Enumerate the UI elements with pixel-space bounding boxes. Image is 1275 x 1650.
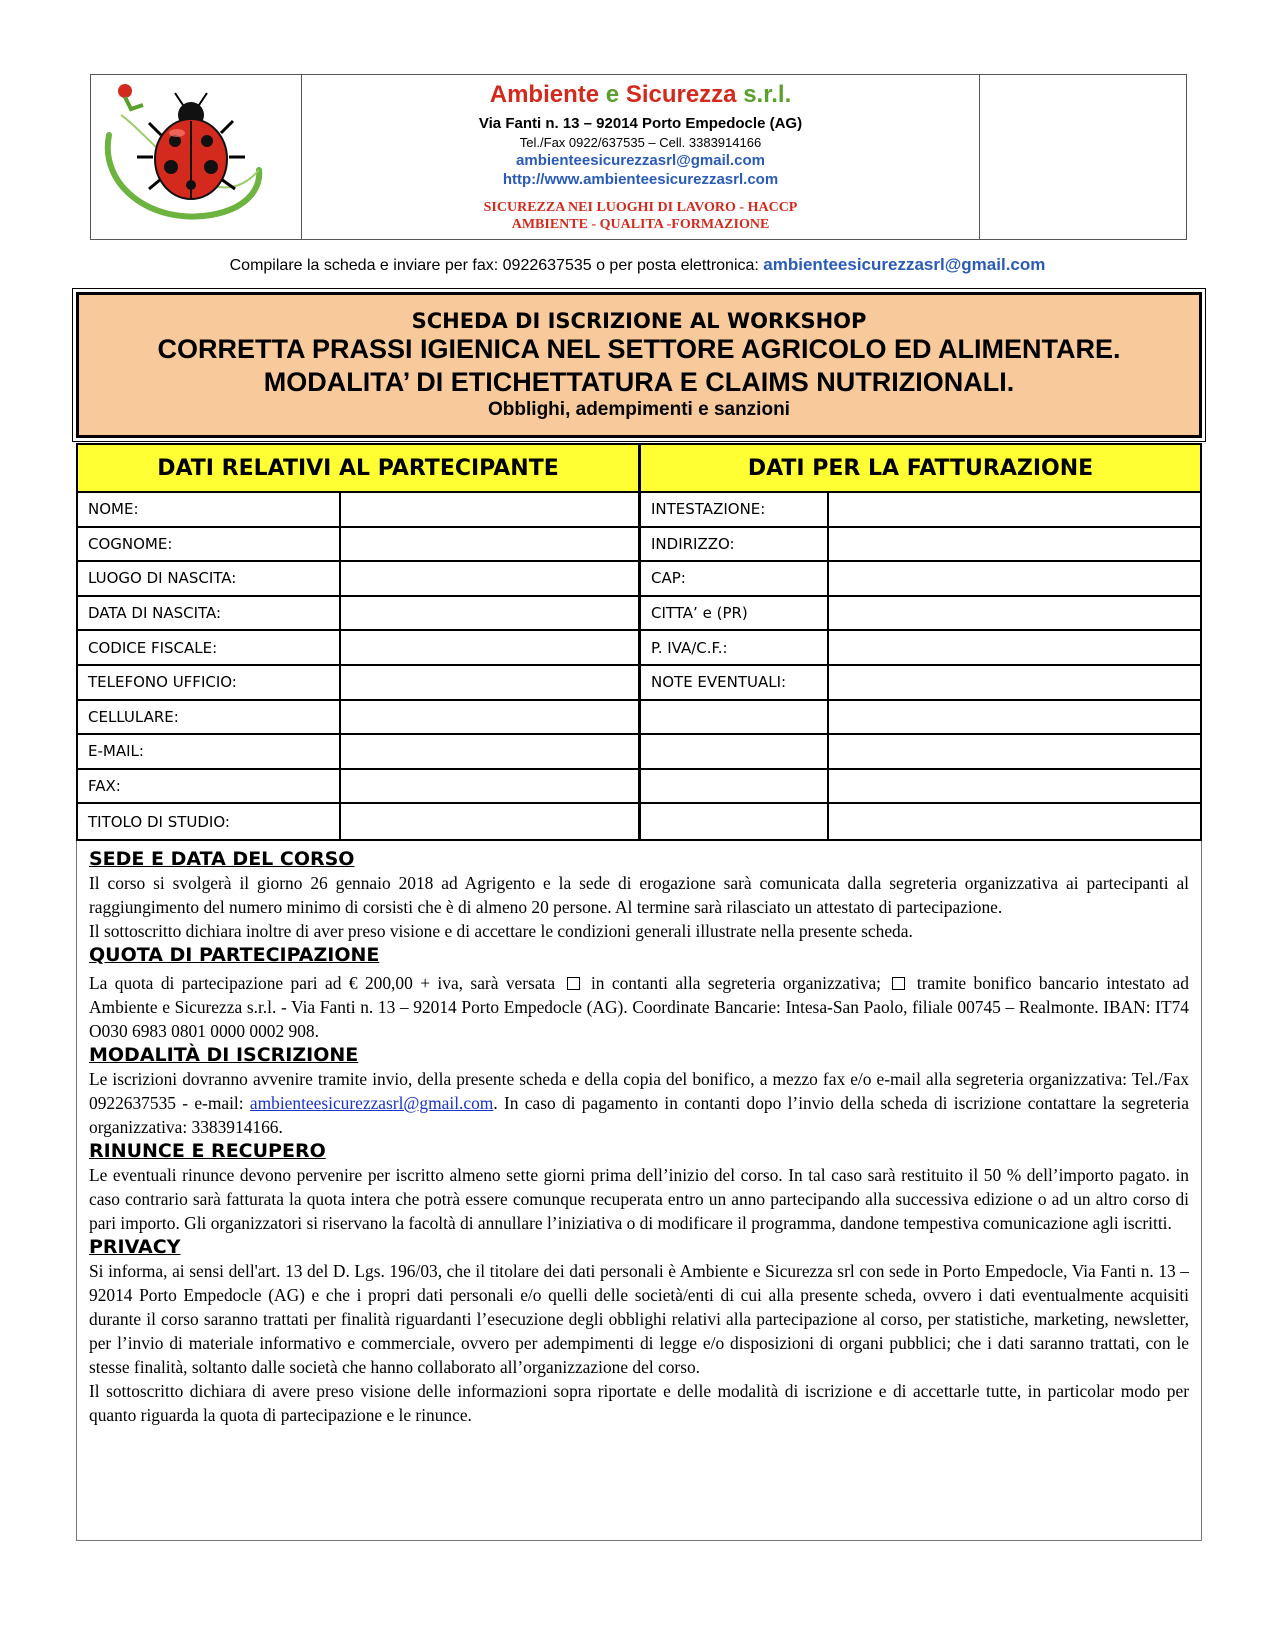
participant-field-input[interactable] [341, 735, 641, 768]
billing-field-label [641, 804, 829, 839]
bank-transfer-checkbox[interactable] [892, 977, 905, 990]
billing-field-input[interactable] [829, 701, 1200, 734]
section-title-quota: QUOTA DI PARTECIPAZIONE [89, 944, 380, 966]
section-title-sede: SEDE E DATA DEL CORSO [89, 848, 355, 870]
form-row [78, 735, 1200, 770]
participant-field-input[interactable] [341, 701, 641, 734]
company-info [302, 75, 980, 239]
workshop-title-line2: MODALITA’ DI ETICHETTATURA E CLAIMS NUTRIZIONALI. [263, 367, 1015, 397]
company-name: Ambiente e Sicurezza s.r.l. [489, 81, 792, 108]
form-title: SCHEDA DI ISCRIZIONE AL WORKSHOP [411, 309, 867, 333]
send-instructions: Compilare la scheda e inviare per fax: 0922637535 o per posta elettronica: ambienteesicurezzasrl@gmail.com [229, 255, 1046, 274]
company-website-link[interactable]: http://www.ambienteesicurezzasrl.com [502, 171, 779, 188]
form-row [78, 631, 1200, 666]
billing-field-label: INTESTAZIONE: [641, 493, 829, 526]
billing-field-input[interactable] [829, 804, 1200, 839]
form-row [78, 666, 1200, 701]
participant-field-input[interactable] [341, 666, 641, 699]
quota-paragraph: La quota di partecipazione pari ad € 200,00 + iva, sarà versata in contanti alla segreteria organizzativa; tramite bonifico bancario intestato ad Ambiente e Sicurezza s.r.l. - Via Fanti n. 13 – 92014 Porto Empedocle (AG). Coordinate Bancarie: Intesa-San Paolo, filiale 00745 – Realmonte. IBAN: IT74 O030 6983 0801 0000 0002 908. [89, 973, 1189, 1041]
billing-field-input[interactable] [829, 631, 1200, 664]
participant-field-label: LUOGO DI NASCITA: [78, 562, 341, 595]
empty-header-cell [980, 75, 1186, 239]
participant-field-label: FAX: [78, 770, 341, 803]
section-title-rinunce: RINUNCE E RECUPERO [89, 1140, 326, 1162]
billing-field-label [641, 770, 829, 803]
rinunce-paragraph: Le eventuali rinunce devono pervenire per iscritto almeno sette giorni prima dell’inizio del corso. In tal caso sarà restituito il 50 % dell’importo pagato. in caso contrario sarà fatturata la quota intera che potrà essere comunque recuperata entro un anno partecipando alla successiva edizione o ad un altro corso di pari importo. Gli organizzatori si riservano la facoltà di annullare l’iniziativa o di modificare il programma, dandone tempestiva comunicazione agli iscritti. [89, 1165, 1189, 1233]
form-row [78, 804, 1200, 839]
billing-field-input[interactable] [829, 666, 1200, 699]
participant-header: DATI RELATIVI AL PARTECIPANTE [78, 445, 641, 491]
billing-field-label: NOTE EVENTUALI: [641, 666, 829, 699]
participant-field-label: NOME: [78, 493, 341, 526]
company-phone: Tel./Fax 0922/637535 – Cell. 3383914166 [519, 135, 762, 150]
billing-field-label: CITTA’ e (PR) [641, 597, 829, 630]
form-row [78, 528, 1200, 563]
billing-field-input[interactable] [829, 597, 1200, 630]
registration-form-table [76, 443, 1202, 841]
participant-field-input[interactable] [341, 493, 641, 526]
billing-field-input[interactable] [829, 735, 1200, 768]
billing-field-input[interactable] [829, 493, 1200, 526]
billing-field-input[interactable] [829, 770, 1200, 803]
modalita-paragraph: Le iscrizioni dovranno avvenire tramite invio, della presente scheda e della copia del bonifico, a mezzo fax e/o e-mail alla segreteria organizzativa: Tel./Fax 0922637535 - e-mail: ambienteesicurezzasrl@gmail.com. In caso di pagamento in contanti dopo l’invio della scheda di iscrizione contattare la segreteria organizzativa: 3383914166. [89, 1069, 1189, 1137]
participant-field-input[interactable] [341, 770, 641, 803]
billing-field-input[interactable] [829, 562, 1200, 595]
billing-field-label: INDIRIZZO: [641, 528, 829, 561]
sede-declaration: Il sottoscritto dichiara inoltre di aver preso visione e di accettare le condizioni generali illustrate nella presente scheda. [89, 921, 913, 941]
send-email-link[interactable]: ambienteesicurezzasrl@gmail.com [763, 255, 1046, 274]
company-email-link[interactable]: ambienteesicurezzasrl@gmail.com [516, 152, 765, 169]
title-frame [72, 288, 1206, 442]
section-title-privacy: PRIVACY [89, 1236, 181, 1258]
billing-field-label [641, 735, 829, 768]
privacy-paragraph: Si informa, ai sensi dell'art. 13 del D. Lgs. 196/03, che il titolare dei dati personali è Ambiente e Sicurezza srl con sede in Porto Empedocle, Via Fanti n. 13 – 92014 Porto Empedocle (AG) e che i propri dati personali e/o quelli delle società/enti di cui alla presente scheda, ovvero i dati eventualmente acquisiti durante il corso saranno trattati per finalità riguardanti l’esecuzione degli obblighi relativi alla partecipazione al corso, per statistiche, marketing, newsletter, per l’invio di materiale informativo e commerciale, ovvero per adempimenti di legge e/o disposizioni di organi pubblici; che i dati saranno trattati, con le stesse finalità, soltanto dalle società che hanno collaborato all’organizzazione del corso. [89, 1261, 1189, 1377]
billing-header: DATI PER LA FATTURAZIONE [747, 455, 1094, 481]
workshop-subtitle: Obblighi, adempimenti e sanzioni [488, 399, 790, 420]
workshop-title-line1: CORRETTA PRASSI IGIENICA NEL SETTORE AGRICOLO ED ALIMENTARE. [157, 334, 1121, 364]
participant-field-label: COGNOME: [78, 528, 341, 561]
billing-field-input[interactable] [829, 528, 1200, 561]
form-rows [78, 493, 1200, 839]
sede-paragraph: Il corso si svolgerà il giorno 26 gennaio 2018 ad Agrigento e la sede di erogazione sarà comunicata dalla segreteria organizzativa ai partecipanti al raggiungimento del numero minimo di corsisti che è di almeno 20 persone. Al termine sarà rilasciato un attestato di partecipazione. [89, 873, 1189, 917]
billing-field-label: CAP: [641, 562, 829, 595]
participant-field-label: DATA DI NASCITA: [78, 597, 341, 630]
form-row [78, 770, 1200, 805]
participant-field-input[interactable] [341, 631, 641, 664]
participant-field-label: TELEFONO UFFICIO: [78, 666, 341, 699]
privacy-declaration: Il sottoscritto dichiara di avere preso visione delle informazioni sopra riportate e delle modalità di iscrizione e di accettarle tutte, in particolar modo per quanto riguarda la quota di partecipazione e le rinunce. [89, 1381, 1189, 1425]
letterhead [90, 74, 1187, 240]
company-address: Via Fanti n. 13 – 92014 Porto Empedocle (AG) [478, 115, 803, 132]
participant-field-input[interactable] [341, 562, 641, 595]
billing-field-label: P. IVA/C.F.: [641, 631, 829, 664]
participant-field-label: TITOLO DI STUDIO: [78, 804, 341, 839]
terms-section [76, 841, 1202, 1541]
participant-field-label: CELLULARE: [78, 701, 341, 734]
ladybug-logo-icon [91, 75, 302, 239]
cash-payment-checkbox[interactable] [567, 977, 580, 990]
form-row [78, 597, 1200, 632]
participant-field-input[interactable] [341, 528, 641, 561]
form-row [78, 493, 1200, 528]
form-table-header [78, 445, 1200, 493]
company-services: SICUREZZA NEI LUOGHI DI LAVORO - HACCP AMBIENTE - QUALITA -FORMAZIONE [483, 200, 798, 232]
form-row [78, 701, 1200, 736]
logo-cell [91, 75, 302, 239]
section-title-modalita: MODALITÀ DI ISCRIZIONE [89, 1044, 359, 1066]
registration-email-link[interactable]: ambienteesicurezzasrl@gmail.com [249, 1093, 494, 1113]
participant-field-label: E-MAIL: [78, 735, 341, 768]
participant-field-input[interactable] [341, 804, 641, 839]
form-row [78, 562, 1200, 597]
billing-field-label [641, 701, 829, 734]
participant-field-input[interactable] [341, 597, 641, 630]
title-box [76, 292, 1202, 438]
participant-field-label: CODICE FISCALE: [78, 631, 341, 664]
